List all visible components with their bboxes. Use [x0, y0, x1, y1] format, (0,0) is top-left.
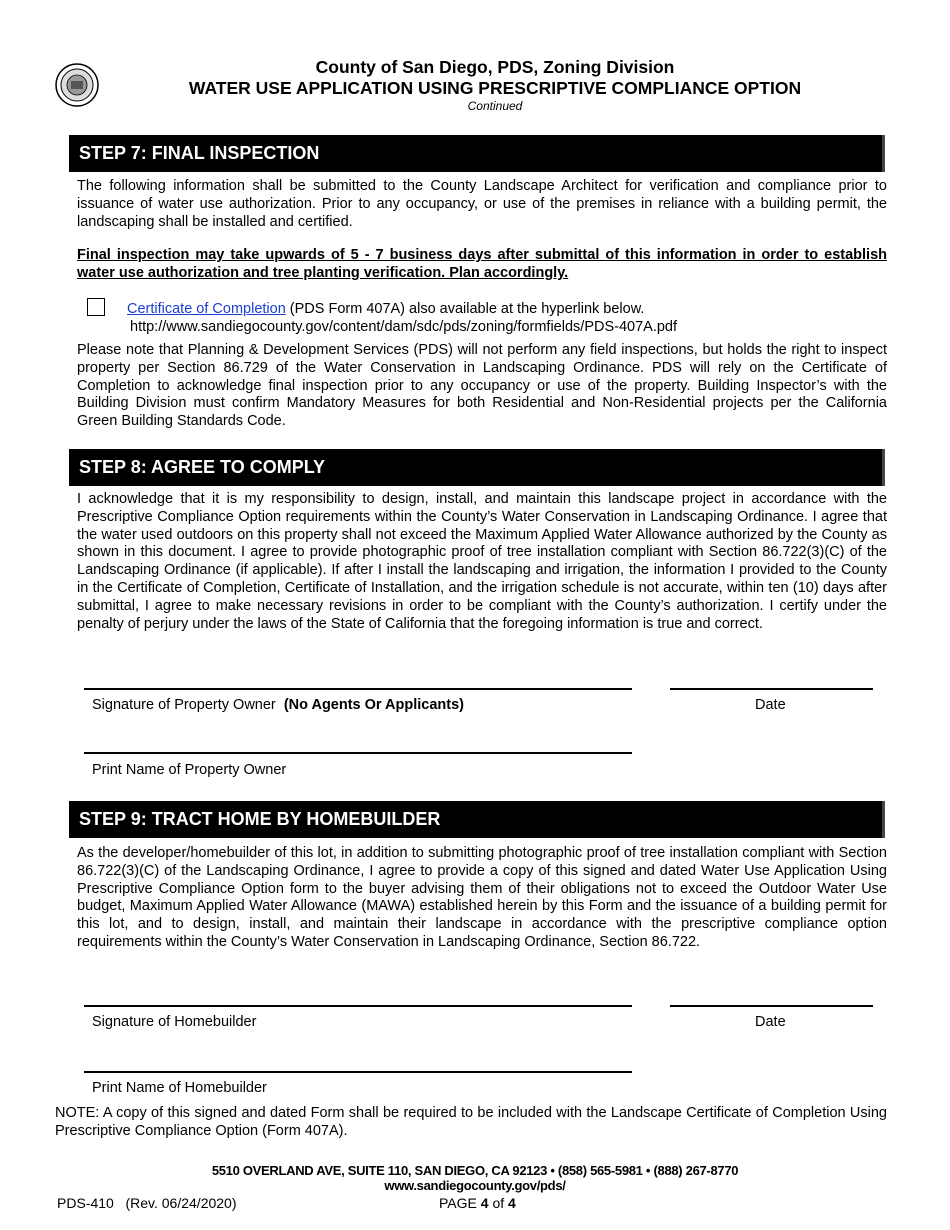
- homebuilder-signature-label: Signature of Homebuilder: [92, 1014, 257, 1030]
- header-title: County of San Diego, PDS, Zoning Division: [315, 57, 675, 77]
- page-prefix: PAGE: [439, 1195, 481, 1211]
- homebuilder-signature-line[interactable]: [84, 1005, 632, 1007]
- owner-signature-label-text: Signature of Property Owner: [92, 697, 276, 713]
- owner-print-name-line[interactable]: [84, 752, 632, 754]
- form-note: NOTE: A copy of this signed and dated Form shall be required to be included with the Landscape Certificate of Completion Using Prescriptive Compliance Option (Form 407A).: [55, 1105, 887, 1139]
- certificate-text: (PDS Form 407A) also available at the hyperlink below.: [285, 301, 645, 317]
- owner-date-label: Date: [755, 697, 786, 713]
- homebuilder-print-name-label: Print Name of Homebuilder: [92, 1080, 267, 1096]
- owner-signature-line[interactable]: [84, 688, 632, 690]
- step8-body: I acknowledge that it is my responsibility to design, install, and maintain this landscape project in accordance with the Prescriptive Compliance Option requirements within the County’s Water Conservation in Landscaping Ordinance. I agree that the water used outdoors on this property shall not exceed the Maximum Applied Water Allowance authorized by the County as shown in this document. I agree to provide photographic proof of tree installation compliant with Section 86.722(3)(C) of the Landscaping Ordinance (if applicable). If after I install the landscaping and irrigation, the information I provided to the County in the Certificate of Completion, Certificate of Installation, and the irrigation schedule is not accurate, within ten (10) days after submittal, I agree to make necessary revisions in order to be compliant with the County’s authorization. I certify under the penalty of perjury under the laws of the State of California that the foregoing information is true and correct.: [77, 491, 887, 632]
- certificate-url[interactable]: http://www.sandiegocounty.gov/content/dam/sdc/pds/zoning/formfields/PDS-407A.pdf: [130, 319, 678, 335]
- step8-heading: STEP 8: AGREE TO COMPLY: [69, 449, 885, 486]
- step7-warning: Final inspection may take upwards of 5 - 7 business days after submittal of this information in order to establish water use authorization and tree planting verification. Plan accordingly.: [77, 247, 887, 281]
- form-revision: PDS-410 (Rev. 06/24/2020): [57, 1195, 237, 1211]
- footer-address: 5510 OVERLAND AVE, SUITE 110, SAN DIEGO, CA 92123 • (858) 565-5981 • (888) 267-8770: [211, 1163, 739, 1178]
- step7-heading: STEP 7: FINAL INSPECTION: [69, 135, 885, 172]
- page-of: of: [488, 1195, 509, 1211]
- page-total: 4: [508, 1195, 516, 1211]
- header-form-title: WATER USE APPLICATION USING PRESCRIPTIVE COMPLIANCE OPTION: [188, 78, 802, 98]
- certificate-line: [127, 301, 644, 317]
- certificate-of-completion-link[interactable]: Certificate of Completion: [127, 301, 286, 317]
- step9-body: As the developer/homebuilder of this lot, in addition to submitting photographic proof of tree installation compliant with Section 86.722(3)(C) of the Landscaping Ordinance, I agree to provide a copy of this signed and dated Water Use Application Using Prescriptive Compliance Option form to the buyer advising them of their obligations not to exceed the Outdoor Water Use budget, Maximum Applied Water Allowance (MAWA) established herein by this Form and the issuance of a building permit for this lot, and to design, install, and maintain their landscape in accordance with the prescriptive compliance option requirements within the County’s Water Conservation in Landscaping Ordinance, Section 86.722.: [77, 845, 887, 950]
- homebuilder-date-line[interactable]: [670, 1005, 873, 1007]
- step9-heading: STEP 9: TRACT HOME BY HOMEBUILDER: [69, 801, 885, 838]
- owner-signature-qualifier: (No Agents Or Applicants): [283, 697, 465, 713]
- page-number: [439, 1195, 516, 1211]
- step7-intro: The following information shall be submitted to the County Landscape Architect for verification and compliance prior to issuance of water use authorization. Prior to any occupancy, or use of the premises in reliance with a building permit, the landscaping shall be installed and certified.: [77, 178, 887, 230]
- header-continued: Continued: [467, 99, 523, 113]
- owner-date-line[interactable]: [670, 688, 873, 690]
- step7-note: Please note that Planning & Development Services (PDS) will not perform any field inspections, but holds the right to inspect property per Section 86.729 of the Water Conservation in Landscaping Ordinance. PDS will rely on the Certificate of Completion to acknowledge final inspection prior to any occupancy or use of the property. Building Inspector’s with the Building Division must confirm Mandatory Measures for both Residential and Non-Residential projects per the California Green Building Standards Code.: [77, 342, 887, 430]
- certificate-checkbox[interactable]: [87, 298, 105, 316]
- owner-signature-label: [92, 697, 464, 713]
- page-current: 4: [480, 1195, 489, 1211]
- footer-website[interactable]: www.sandiegocounty.gov/pds/: [384, 1178, 566, 1193]
- homebuilder-print-name-line[interactable]: [84, 1071, 632, 1073]
- owner-print-name-label: Print Name of Property Owner: [92, 762, 287, 778]
- homebuilder-date-label: Date: [755, 1014, 786, 1030]
